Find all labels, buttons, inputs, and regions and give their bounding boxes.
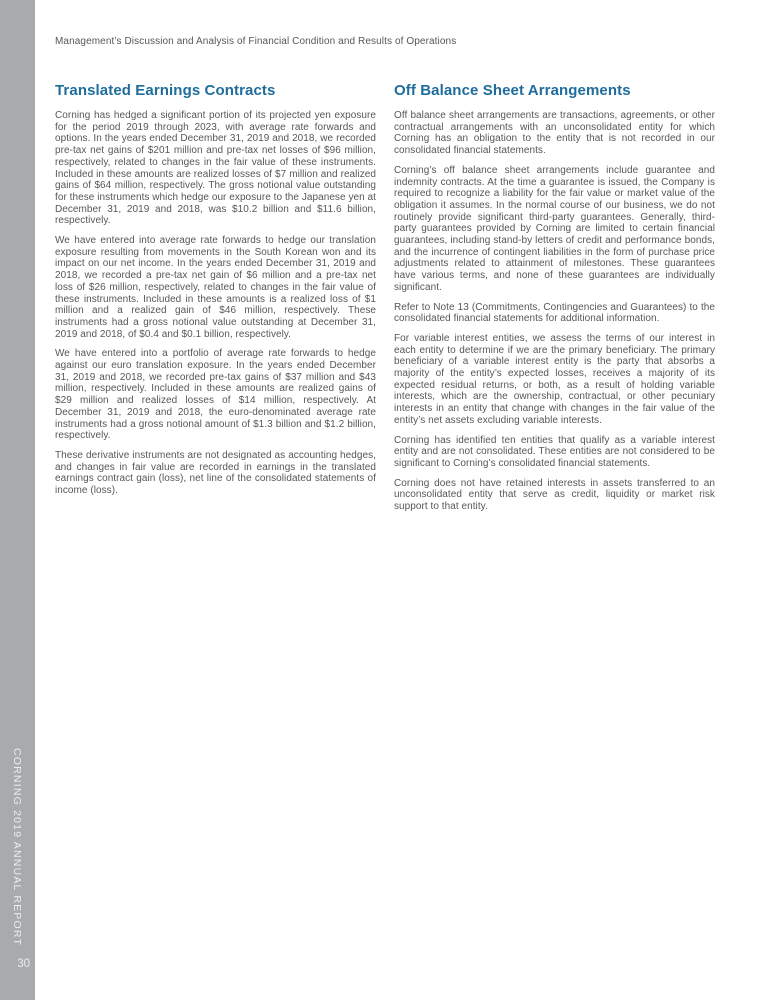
section-off-balance-sheet-arrangements: [394, 82, 715, 521]
sidebar-spine-text: CORNING 2019 ANNUAL REPORT: [11, 748, 23, 947]
paragraph: For variable interest entities, we assess the terms of our interest in each entity to determine if we are the primary beneficiary. The primary beneficiary of a variable interest entity is the party that absorbs a majority of the entity’s expected losses, receives a majority of its expected residual returns, or both, as a result of holding variable interests, which are the ownership, contractual, or other pecuniary interests in an entity that change with changes in the fair value of the entity’s net assets excluding variable interests.: [394, 332, 715, 426]
paragraph: Corning has hedged a significant portion of its projected yen exposure for the period 2019 through 2023, with average rate forwards and options. In the years ended December 31, 2019 and 2018, we recorded pre-tax net gains of $201 million and pre-tax net losses of $96 million, respectively, related to changes in the fair value of these instruments. Included in these amounts are realized losses of $7 million and realized gains of $64 million, respectively. The gross notional value outstanding for these instruments which hedge our exposure to the Japanese yen at December 31, 2019 and 2018, was $10.2 billion and $11.6 billion, respectively.: [55, 110, 376, 227]
paragraph: Off balance sheet arrangements are transactions, agreements, or other contractual arrangements with an unconsolidated entity for which Corning has an obligation to the entity that is not recorded in our consolidated financial statements.: [394, 110, 715, 157]
section-title-translated-earnings-contracts: Translated Earnings Contracts: [55, 82, 276, 99]
sidebar: [0, 0, 35, 1000]
paragraph: Refer to Note 13 (Commitments, Contingencies and Guarantees) to the consolidated financial statements for additional information.: [394, 301, 715, 325]
two-column-layout: [55, 82, 715, 521]
paragraph: Corning does not have retained interests in assets transferred to an unconsolidated entity that serve as credit, liquidity or market risk support to that entity.: [394, 477, 715, 513]
paragraph: We have entered into average rate forwards to hedge our translation exposure resulting from movements in the South Korean won and its impact on our net income. In the years ended December 31, 2019 and 2018, we recorded a pre-tax net gain of $6 million and a pre-tax net loss of $26 million, respectively, related to changes in the fair value of these instruments. Included in these amounts is a realized loss of $1 million and a realized gain of $46 million, respectively. These instruments had a gross notional value outstanding at December 31, 2019 and 2018, of $0.4 and $0.1 billion, respectively.: [55, 235, 376, 340]
paragraph: Corning has identified ten entities that qualify as a variable interest entity and are not consolidated. These entities are not considered to be significant to Corning’s consolidated financial statements.: [394, 434, 715, 469]
paragraph: These derivative instruments are not designated as accounting hedges, and changes in fair value are recorded in earnings in the translated earnings contract gain (loss), net line of the consolidated statements of income (loss).: [55, 449, 376, 497]
section-translated-earnings-contracts: [55, 82, 376, 521]
content-area: [55, 36, 715, 521]
document-header: Management’s Discussion and Analysis of Financial Condition and Results of Operations: [55, 36, 457, 47]
paragraph: Corning’s off balance sheet arrangements include guarantee and indemnity contracts. At the time a guarantee is issued, the Company is required to recognize a liability for the fair value or market value of the obligation it assumes. In the normal course of our business, we do not routinely provide significant third-party guarantees. Generally, third-party guarantees provided by Corning are limited to certain financial guarantees, including stand-by letters of credit and performance bonds, and the incurrence of contingent liabilities in the form of purchase price adjustments related to attainment of milestones. These guarantees have various terms, and none of these guarantees are individually significant.: [394, 164, 715, 293]
section-title-off-balance-sheet-arrangements: Off Balance Sheet Arrangements: [394, 82, 631, 99]
page-number: 30: [17, 958, 30, 970]
paragraph: We have entered into a portfolio of average rate forwards to hedge against our euro translation exposure. In the years ended December 31, 2019 and 2018, we recorded pre-tax gains of $37 million and $43 million, respectively. Included in these amounts are realized gains of $29 million and realized losses of $14 million, respectively. At December 31, 2019 and 2018, the euro-denominated average rate instruments had a gross notional amount of $1.3 billion and $1.2 billion, respectively.: [55, 348, 376, 442]
